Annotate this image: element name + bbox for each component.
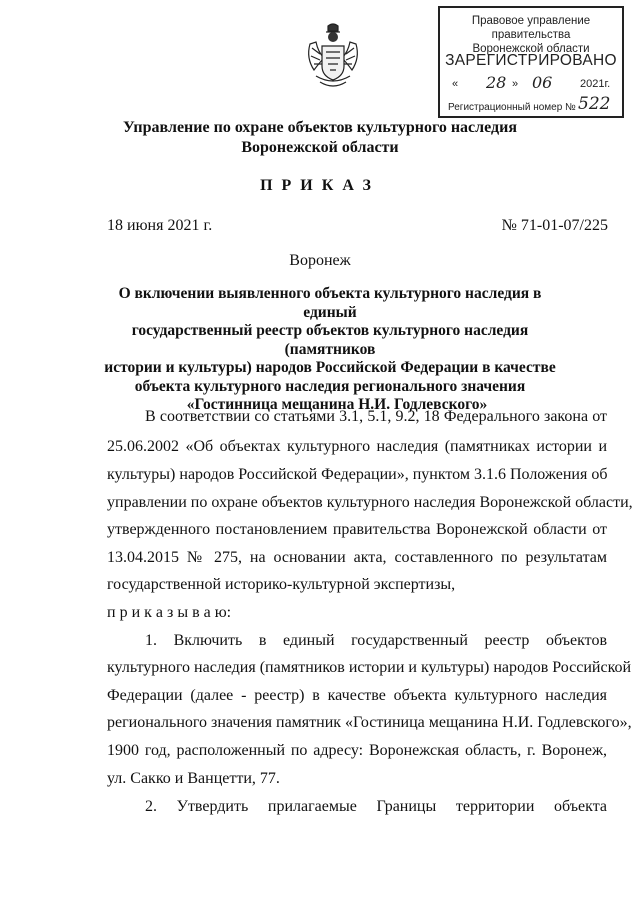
body-line: 25.06.2002 «Об объектах культурного наследия (памятниках истории и	[107, 438, 607, 455]
order-title-line: объекта культурного наследия регионального значения	[134, 377, 526, 395]
order-city: Воронеж	[289, 252, 351, 269]
stamp-org	[440, 14, 622, 56]
stamp-reg-number	[448, 94, 611, 114]
stamp-date-open-quote: «	[452, 78, 459, 90]
order-title-line: О включении выявленного объекта культурного наследия в единый	[118, 285, 542, 321]
organization-name-line-2: Воронежской области	[241, 139, 399, 156]
order-number: № 71-01-07/225	[501, 217, 608, 234]
order-date: 18 июня 2021 г.	[107, 217, 213, 234]
body-line: 2. Утвердить прилагаемые Границы территории объекта	[145, 798, 607, 815]
stamp-reg-number-label: Регистрационный номер №	[448, 102, 576, 113]
body-line: В соответствии со статьями 3.1, 5.1, 9.2, 18 Федерального закона от	[145, 408, 607, 425]
order-title-line: «Гостинница мещанина Н.И. Годлевского»	[186, 396, 488, 413]
order-title	[95, 285, 565, 415]
stamp-org-line-1: Правовое управление правительства	[471, 15, 591, 41]
stamp-date-close-quote: »	[512, 78, 519, 90]
stamp-date-year: 2021г.	[580, 78, 611, 90]
document-type: ПРИКАЗ	[260, 177, 380, 194]
body-line: культурного наследия (памятников истории и культуры) народов Российской	[107, 659, 632, 676]
coat-of-arms-icon	[302, 22, 364, 94]
body-line: Федерации (далее - реестр) в качестве объекта культурного наследия	[107, 687, 607, 704]
body-line: ул. Сакко и Ванцетти, 77.	[107, 770, 280, 787]
stamp-registered: ЗАРЕГИСТРИРОВАНО	[445, 52, 617, 69]
order-title-line: истории и культуры) народов Российской Федерации в качестве	[104, 359, 556, 376]
body-line: утвержденного постановлением правительства Воронежской области от	[107, 521, 607, 538]
order-title-line: государственный реестр объектов культурного наследия (памятников	[131, 322, 529, 358]
body-line: 1900 год, расположенный по адресу: Воронежская область, г. Воронеж,	[107, 742, 607, 759]
registration-stamp	[438, 6, 624, 118]
stamp-reg-number-value: 522	[578, 94, 611, 114]
body-line: п р и к а з ы в а ю:	[107, 604, 232, 621]
body-line: 13.04.2015 № 275, на основании акта, составленного по результатам	[107, 549, 607, 566]
stamp-org-line-2: Воронежской области	[472, 43, 590, 55]
body-line: культуры) народов Российской Федерации», пунктом 3.1.6 Положения об	[107, 466, 608, 483]
body-line: государственной историко-культурной экспертизы,	[107, 576, 456, 593]
stamp-date-day: 28	[486, 73, 507, 92]
body-line: управлении по охране объектов культурного наследия Воронежской области,	[107, 494, 633, 511]
stamp-date-month: 06	[532, 73, 553, 92]
body-line: регионального значения памятник «Гостиница мещанина Н.И. Годлевского»,	[107, 714, 632, 731]
organization-name	[0, 118, 640, 158]
organization-name-line-1: Управление по охране объектов культурного наследия	[123, 119, 517, 136]
body-line: 1. Включить в единый государственный реестр объектов	[145, 632, 607, 649]
